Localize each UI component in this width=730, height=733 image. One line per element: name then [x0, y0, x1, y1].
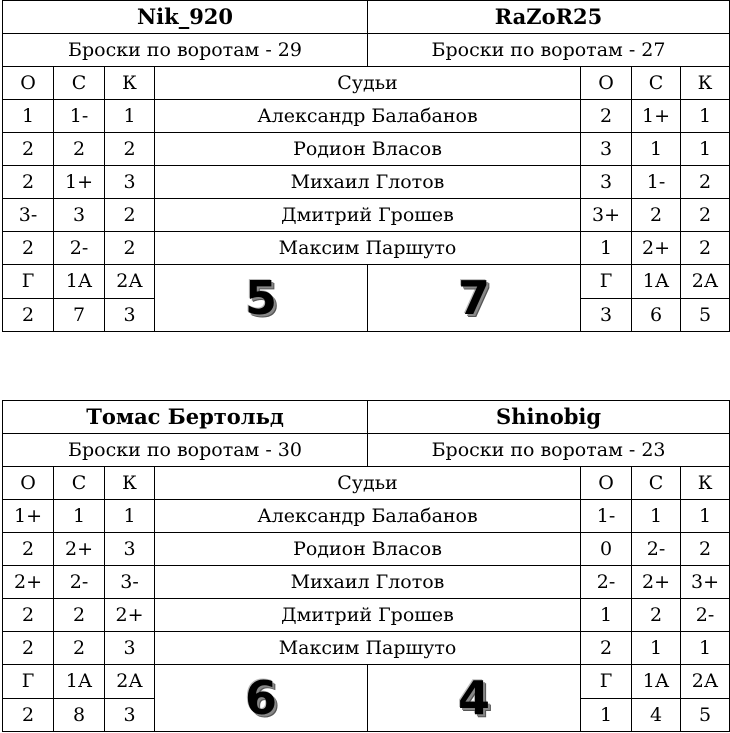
rating-cell: 0	[581, 533, 632, 566]
summary-header: Г	[581, 665, 632, 699]
judge-name: Александр Балабанов	[155, 100, 581, 133]
col-header: С	[54, 67, 105, 100]
summary-header: 2А	[681, 265, 730, 299]
rating-cell: 2+	[105, 599, 155, 632]
rating-cell: 2	[54, 133, 105, 166]
rating-cell: 2	[632, 599, 681, 632]
col-header: С	[632, 67, 681, 100]
summary-cell: 5	[681, 698, 730, 732]
judge-name: Родион Власов	[155, 133, 581, 166]
player-name: RaZoR25	[368, 1, 730, 34]
judge-row	[3, 166, 730, 199]
rating-cell: 3-	[3, 199, 54, 232]
rating-cell: 2	[3, 599, 54, 632]
summary-cell: 7	[54, 298, 105, 332]
shots-on-goal: Броски по воротам - 27	[368, 34, 730, 67]
judges-header: Судьи	[155, 67, 581, 100]
rating-cell: 2+	[54, 533, 105, 566]
rating-cell: 2	[681, 232, 730, 265]
rating-cell: 2	[105, 199, 155, 232]
player-name: Shinobig	[368, 401, 730, 434]
rating-cell: 1	[581, 232, 632, 265]
rating-cell: 1	[681, 500, 730, 533]
judge-row	[3, 232, 730, 265]
summary-cell: 6	[632, 298, 681, 332]
rating-cell: 2+	[632, 566, 681, 599]
rating-cell: 3	[105, 632, 155, 665]
judge-row	[3, 599, 730, 632]
summary-header: 1А	[54, 665, 105, 699]
rating-cell: 3+	[681, 566, 730, 599]
rating-cell: 1	[54, 500, 105, 533]
judges-header: Судьи	[155, 467, 581, 500]
summary-cell: 2	[3, 298, 54, 332]
rating-cell: 1	[681, 100, 730, 133]
col-header: К	[681, 67, 730, 100]
rating-cell: 1	[105, 500, 155, 533]
rating-cell: 2	[632, 199, 681, 232]
judge-name: Максим Паршуто	[155, 232, 581, 265]
summary-header: 1А	[632, 265, 681, 299]
rating-cell: 2	[105, 232, 155, 265]
judge-name: Дмитрий Грошев	[155, 599, 581, 632]
judge-name: Михаил Глотов	[155, 566, 581, 599]
player1-score: 6	[155, 665, 368, 732]
rating-cell: 2	[3, 166, 54, 199]
rating-cell: 1	[3, 100, 54, 133]
rating-cell: 3	[581, 166, 632, 199]
rating-cell: 2-	[581, 566, 632, 599]
rating-cell: 2-	[54, 232, 105, 265]
judge-name: Михаил Глотов	[155, 166, 581, 199]
rating-cell: 1	[105, 100, 155, 133]
shots-on-goal: Броски по воротам - 23	[368, 434, 730, 467]
judge-row	[3, 100, 730, 133]
rating-cell: 3	[581, 133, 632, 166]
rating-cell: 2	[681, 166, 730, 199]
judge-row	[3, 533, 730, 566]
summary-header: Г	[3, 665, 54, 699]
summary-cell: 2	[3, 698, 54, 732]
rating-cell: 3-	[105, 566, 155, 599]
rating-cell: 2	[54, 599, 105, 632]
rating-cell: 1+	[632, 100, 681, 133]
rating-cell: 2+	[632, 232, 681, 265]
summary-header: 2А	[105, 265, 155, 299]
player-name: Томас Бертольд	[3, 401, 368, 434]
player2-score: 4	[368, 665, 581, 732]
rating-cell: 3	[105, 533, 155, 566]
col-header: К	[105, 67, 155, 100]
judge-name: Максим Паршуто	[155, 632, 581, 665]
rating-cell: 2	[105, 133, 155, 166]
summary-header: Г	[3, 265, 54, 299]
summary-header: Г	[581, 265, 632, 299]
rating-cell: 2	[54, 632, 105, 665]
summary-cell: 3	[581, 298, 632, 332]
col-header: К	[105, 467, 155, 500]
summary-header: 2А	[105, 665, 155, 699]
rating-cell: 2	[681, 199, 730, 232]
col-header: О	[581, 67, 632, 100]
col-header: С	[632, 467, 681, 500]
match-table-1	[2, 0, 730, 332]
rating-cell: 2	[3, 533, 54, 566]
rating-cell: 1	[681, 133, 730, 166]
rating-cell: 2-	[632, 533, 681, 566]
summary-header: 2А	[681, 665, 730, 699]
player1-score: 5	[155, 265, 368, 332]
summary-cell: 8	[54, 698, 105, 732]
rating-cell: 3	[54, 199, 105, 232]
shots-on-goal: Броски по воротам - 29	[3, 34, 368, 67]
rating-cell: 2-	[54, 566, 105, 599]
rating-cell: 1	[632, 500, 681, 533]
rating-cell: 2	[681, 533, 730, 566]
col-header: О	[3, 67, 54, 100]
rating-cell: 1+	[3, 500, 54, 533]
rating-cell: 1	[632, 632, 681, 665]
summary-cell: 5	[681, 298, 730, 332]
rating-cell: 2	[3, 133, 54, 166]
col-header: К	[681, 467, 730, 500]
judge-name: Родион Власов	[155, 533, 581, 566]
col-header: О	[581, 467, 632, 500]
summary-header: 1А	[632, 665, 681, 699]
rating-cell: 2	[581, 100, 632, 133]
rating-cell: 1	[581, 599, 632, 632]
rating-cell: 2+	[3, 566, 54, 599]
judge-row	[3, 566, 730, 599]
rating-cell: 2	[3, 632, 54, 665]
rating-cell: 1-	[54, 100, 105, 133]
rating-cell: 2-	[681, 599, 730, 632]
player-name: Nik_920	[3, 1, 368, 34]
rating-cell: 2	[3, 232, 54, 265]
summary-header: 1А	[54, 265, 105, 299]
col-header: О	[3, 467, 54, 500]
summary-cell: 3	[105, 698, 155, 732]
summary-cell: 4	[632, 698, 681, 732]
judge-row	[3, 133, 730, 166]
rating-cell: 3+	[581, 199, 632, 232]
rating-cell: 1	[681, 632, 730, 665]
summary-cell: 1	[581, 698, 632, 732]
judge-name: Александр Балабанов	[155, 500, 581, 533]
col-header: С	[54, 467, 105, 500]
player2-score: 7	[368, 265, 581, 332]
rating-cell: 1+	[54, 166, 105, 199]
judge-row	[3, 632, 730, 665]
rating-cell: 1	[632, 133, 681, 166]
summary-cell: 3	[105, 298, 155, 332]
judge-row	[3, 199, 730, 232]
rating-cell: 3	[105, 166, 155, 199]
judge-row	[3, 500, 730, 533]
judge-name: Дмитрий Грошев	[155, 199, 581, 232]
shots-on-goal: Броски по воротам - 30	[3, 434, 368, 467]
match-table-2	[2, 400, 730, 732]
rating-cell: 1-	[632, 166, 681, 199]
rating-cell: 2	[581, 632, 632, 665]
rating-cell: 1-	[581, 500, 632, 533]
